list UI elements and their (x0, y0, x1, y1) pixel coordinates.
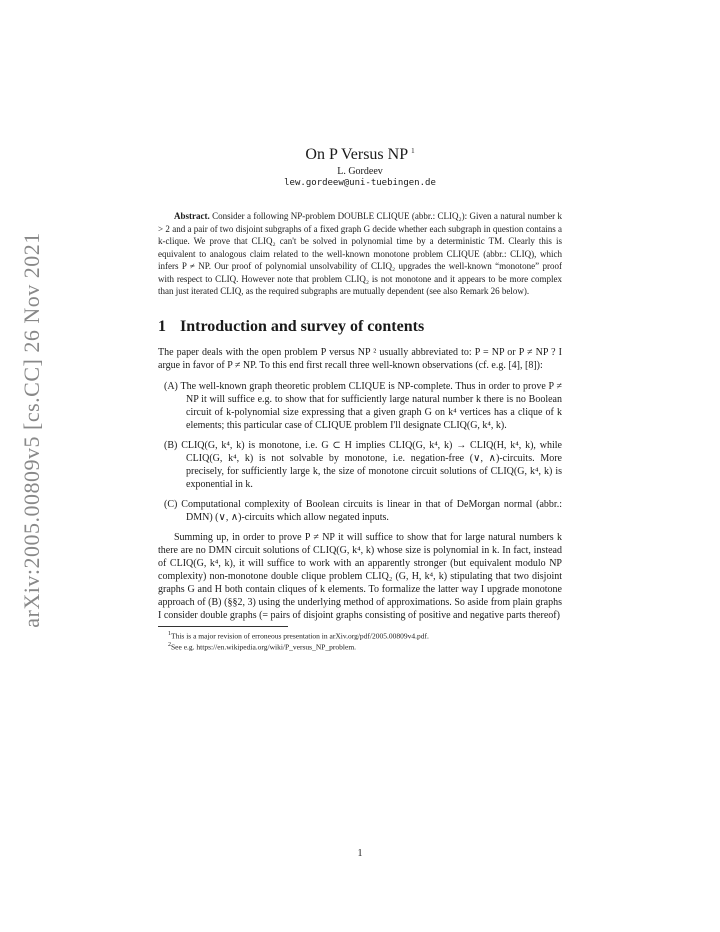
abstract-label: Abstract. (174, 211, 210, 221)
footnote-text: See e.g. https://en.wikipedia.org/wiki/P_versus_NP_problem. (171, 642, 357, 651)
summary-paragraph: Summing up, in order to prove P ≠ NP it will suffice to show that for large natural numbers k there are no DMN circuit solutions of CLIQ(G, k⁴, k) whose size is polynomial in k. In fact, instead of CLIQ(G, k⁴, k), it will suffice to work with an apparently stronger (but equivalent modulo NP complexity) non-monotone double clique problem CLIQ₂ (G, H, k⁴, k) stipulating that two disjoint graphs G and H both contain cliques of k elements. To formalize the latter way I upgrade monotone approach of (B) (§§2, 3) using the underlying method of approximations. So aside from plain graphs I consider double graphs (= pairs of disjoint graphs consisting of positive and negative parts thereof) (158, 531, 562, 621)
arxiv-id: arXiv:2005.00809v5 [cs.CC] 26 Nov 2021 (19, 232, 44, 628)
item-text: The well-known graph theoretic problem CLIQUE is NP-complete. Thus in order to prove P ≠ NP it will suffice e.g. to show that for sufficiently large natural number k there is no Boolean circuit of k-polynomial size expressing that a given graph G on k⁴ vertices has a clique of k elements; this particular case of CLIQUE problem I'll designate CLIQ(G, k⁴, k). (180, 380, 562, 431)
section-title: Introduction and survey of contents (180, 317, 425, 335)
item-label: (B) (164, 439, 178, 451)
footnote (158, 630, 562, 641)
footnote-divider (158, 626, 288, 627)
item-text: CLIQ(G, k⁴, k) is monotone, i.e. G ⊂ H implies CLIQ(G, k⁴, k) → CLIQ(H, k⁴, k), while CLIQ(G, k⁴, k) is not solvable by monotone, i.e. negation-free (∨, ∧)-circuits. More precisely, for sufficiently large k, the size of monotone circuit solutions of CLIQ(G, k⁴, k) is exponential in k. (181, 439, 562, 490)
paper-title: On P Versus NP (305, 146, 409, 163)
item-label: (A) (164, 380, 178, 392)
list-item (164, 380, 562, 432)
footnote (158, 641, 562, 652)
arxiv-sidebar-stamp (12, 220, 52, 640)
page-number: 1 (357, 848, 363, 859)
item-label: (C) (164, 498, 178, 510)
footnote-mark: 1 (168, 630, 171, 637)
paper-title-line (158, 146, 562, 164)
paper-page (158, 140, 562, 652)
section-heading (158, 318, 562, 336)
title-footnote-mark: 1 (411, 147, 415, 155)
intro-paragraph: The paper deals with the open problem P versus NP ² usually abbreviated to: P = NP or P ≠ NP ? I argue in favor of P ≠ NP. To this end first recall three well-known observations (cf. e.g. [4], [8]): (158, 346, 562, 371)
footnote-mark: 2 (168, 641, 171, 648)
footnote-text: This is a major revision of erroneous presentation in arXiv.org/pdf/2005.00809v4.pdf. (171, 631, 429, 640)
list-item (164, 498, 562, 524)
author-email: lew.gordeew@uni-tuebingen.de (284, 178, 436, 188)
abstract-text: Consider a following NP-problem DOUBLE CLIQUE (abbr.: CLIQ₂): Given a natural number k > 2 and a pair of two disjoint subgraphs of a fixed graph G decide whether each subgraph in question contains a k-clique. We prove that CLIQ₂ can't be solved in polynomial time by a deterministic TM. Clearly this is equivalent to analogous claim related to the well-known monotone problem CLIQUE (abbr.: CLIQ), which infers P ≠ NP. Our proof of polynomial unsolvability of CLIQ₂ upgrades the well-known “monotone” proof with respect to CLIQ. However note that problem CLIQ₂ is not monotone and it appears to be more complex than just iterated CLIQ, as the required subgraphs are mutually dependent (see also Remark 26 below). (158, 211, 563, 296)
author-name: L. Gordeev (337, 166, 383, 177)
section-number: 1 (158, 317, 166, 335)
item-text: Computational complexity of Boolean circuits is linear in that of DeMorgan normal (abbr.: DMN) (∨, ∧)-circuits which allow negated inputs. (181, 498, 562, 523)
abstract (158, 210, 562, 298)
list-item (164, 439, 562, 491)
